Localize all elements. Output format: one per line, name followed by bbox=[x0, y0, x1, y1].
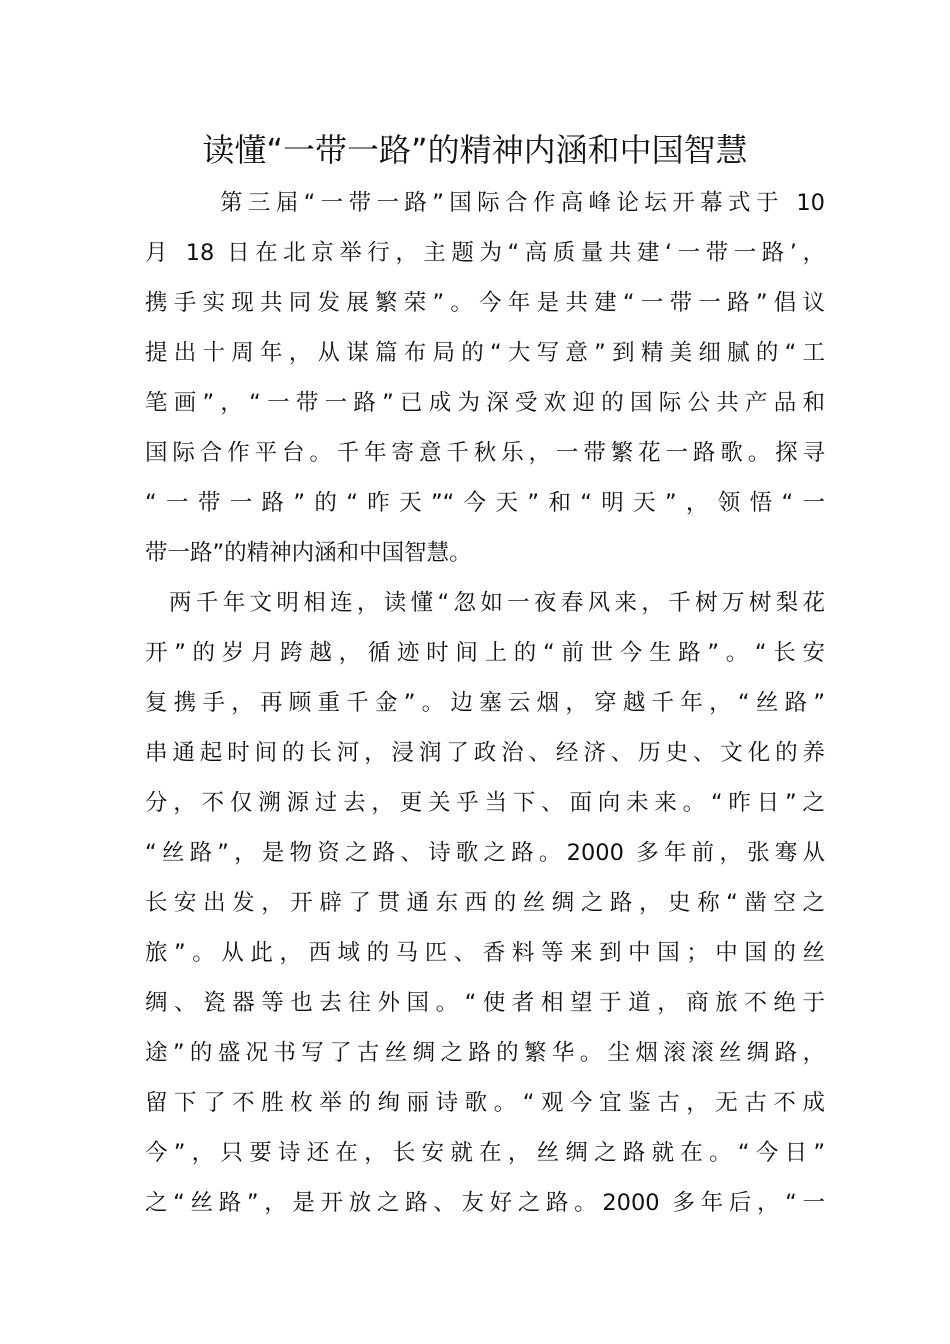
text-line: 绸、瓷器等也去往外国。“使者相望于道，商旅不绝于 bbox=[145, 990, 825, 1016]
text-line: 途”的盛况书写了古丝绸之路的繁华。尘烟滚滚丝绸路， bbox=[145, 1040, 825, 1066]
text-line: 分，不仅溯源过去，更关乎当下、面向未来。“昨日”之 bbox=[145, 790, 825, 816]
text-line: 月 18 日在北京举行，主题为“高质量共建‘一带一路’， bbox=[145, 240, 825, 266]
paragraph-1 bbox=[145, 178, 825, 578]
document-body bbox=[145, 178, 825, 1228]
text-line: 旅”。从此，西域的马匹、香料等来到中国；中国的丝 bbox=[145, 940, 825, 966]
document-title: 读懂“一带一路”的精神内涵和中国智慧 bbox=[202, 131, 748, 169]
text-line: 携手实现共同发展繁荣”。今年是共建“一带一路”倡议 bbox=[145, 290, 825, 316]
text-line: 之“丝路”，是开放之路、友好之路。2000 多年后，“一 bbox=[145, 1190, 825, 1216]
text-line: 第三届“一带一路”国际合作高峰论坛开幕式于 10 bbox=[220, 190, 825, 216]
text-line: 带一路”的精神内涵和中国智慧。 bbox=[145, 540, 472, 566]
text-line: 今”，只要诗还在，长安就在，丝绸之路就在。“今日” bbox=[145, 1140, 825, 1166]
paragraph-2 bbox=[145, 578, 825, 1228]
text-line: 国际合作平台。千年寄意千秋乐，一带繁花一路歌。探寻 bbox=[145, 440, 825, 466]
text-line: 笔画”，“一带一路”已成为深受欢迎的国际公共产品和 bbox=[145, 390, 825, 416]
text-line: 复携手，再顾重千金”。边塞云烟，穿越千年，“丝路” bbox=[145, 690, 825, 716]
text-line: “丝路”，是物资之路、诗歌之路。2000 多年前，张骞从 bbox=[145, 840, 825, 866]
text-line: 留下了不胜枚举的绚丽诗歌。“观今宜鉴古，无古不成 bbox=[145, 1090, 825, 1116]
text-line: 开”的岁月跨越，循迹时间上的“前世今生路”。“长安 bbox=[145, 640, 825, 666]
text-line: “一带一路”的“昨天”“今天”和“明天”，领悟“一 bbox=[145, 490, 825, 516]
text-line: 提出十周年，从谋篇布局的“大写意”到精美细腻的“工 bbox=[145, 340, 825, 366]
text-line: 两千年文明相连，读懂“忽如一夜春风来，千树万树梨花 bbox=[169, 590, 825, 616]
text-line: 长安出发，开辟了贯通东西的丝绸之路，史称“凿空之 bbox=[145, 890, 825, 916]
text-line: 串通起时间的长河，浸润了政治、经济、历史、文化的养 bbox=[145, 740, 825, 766]
